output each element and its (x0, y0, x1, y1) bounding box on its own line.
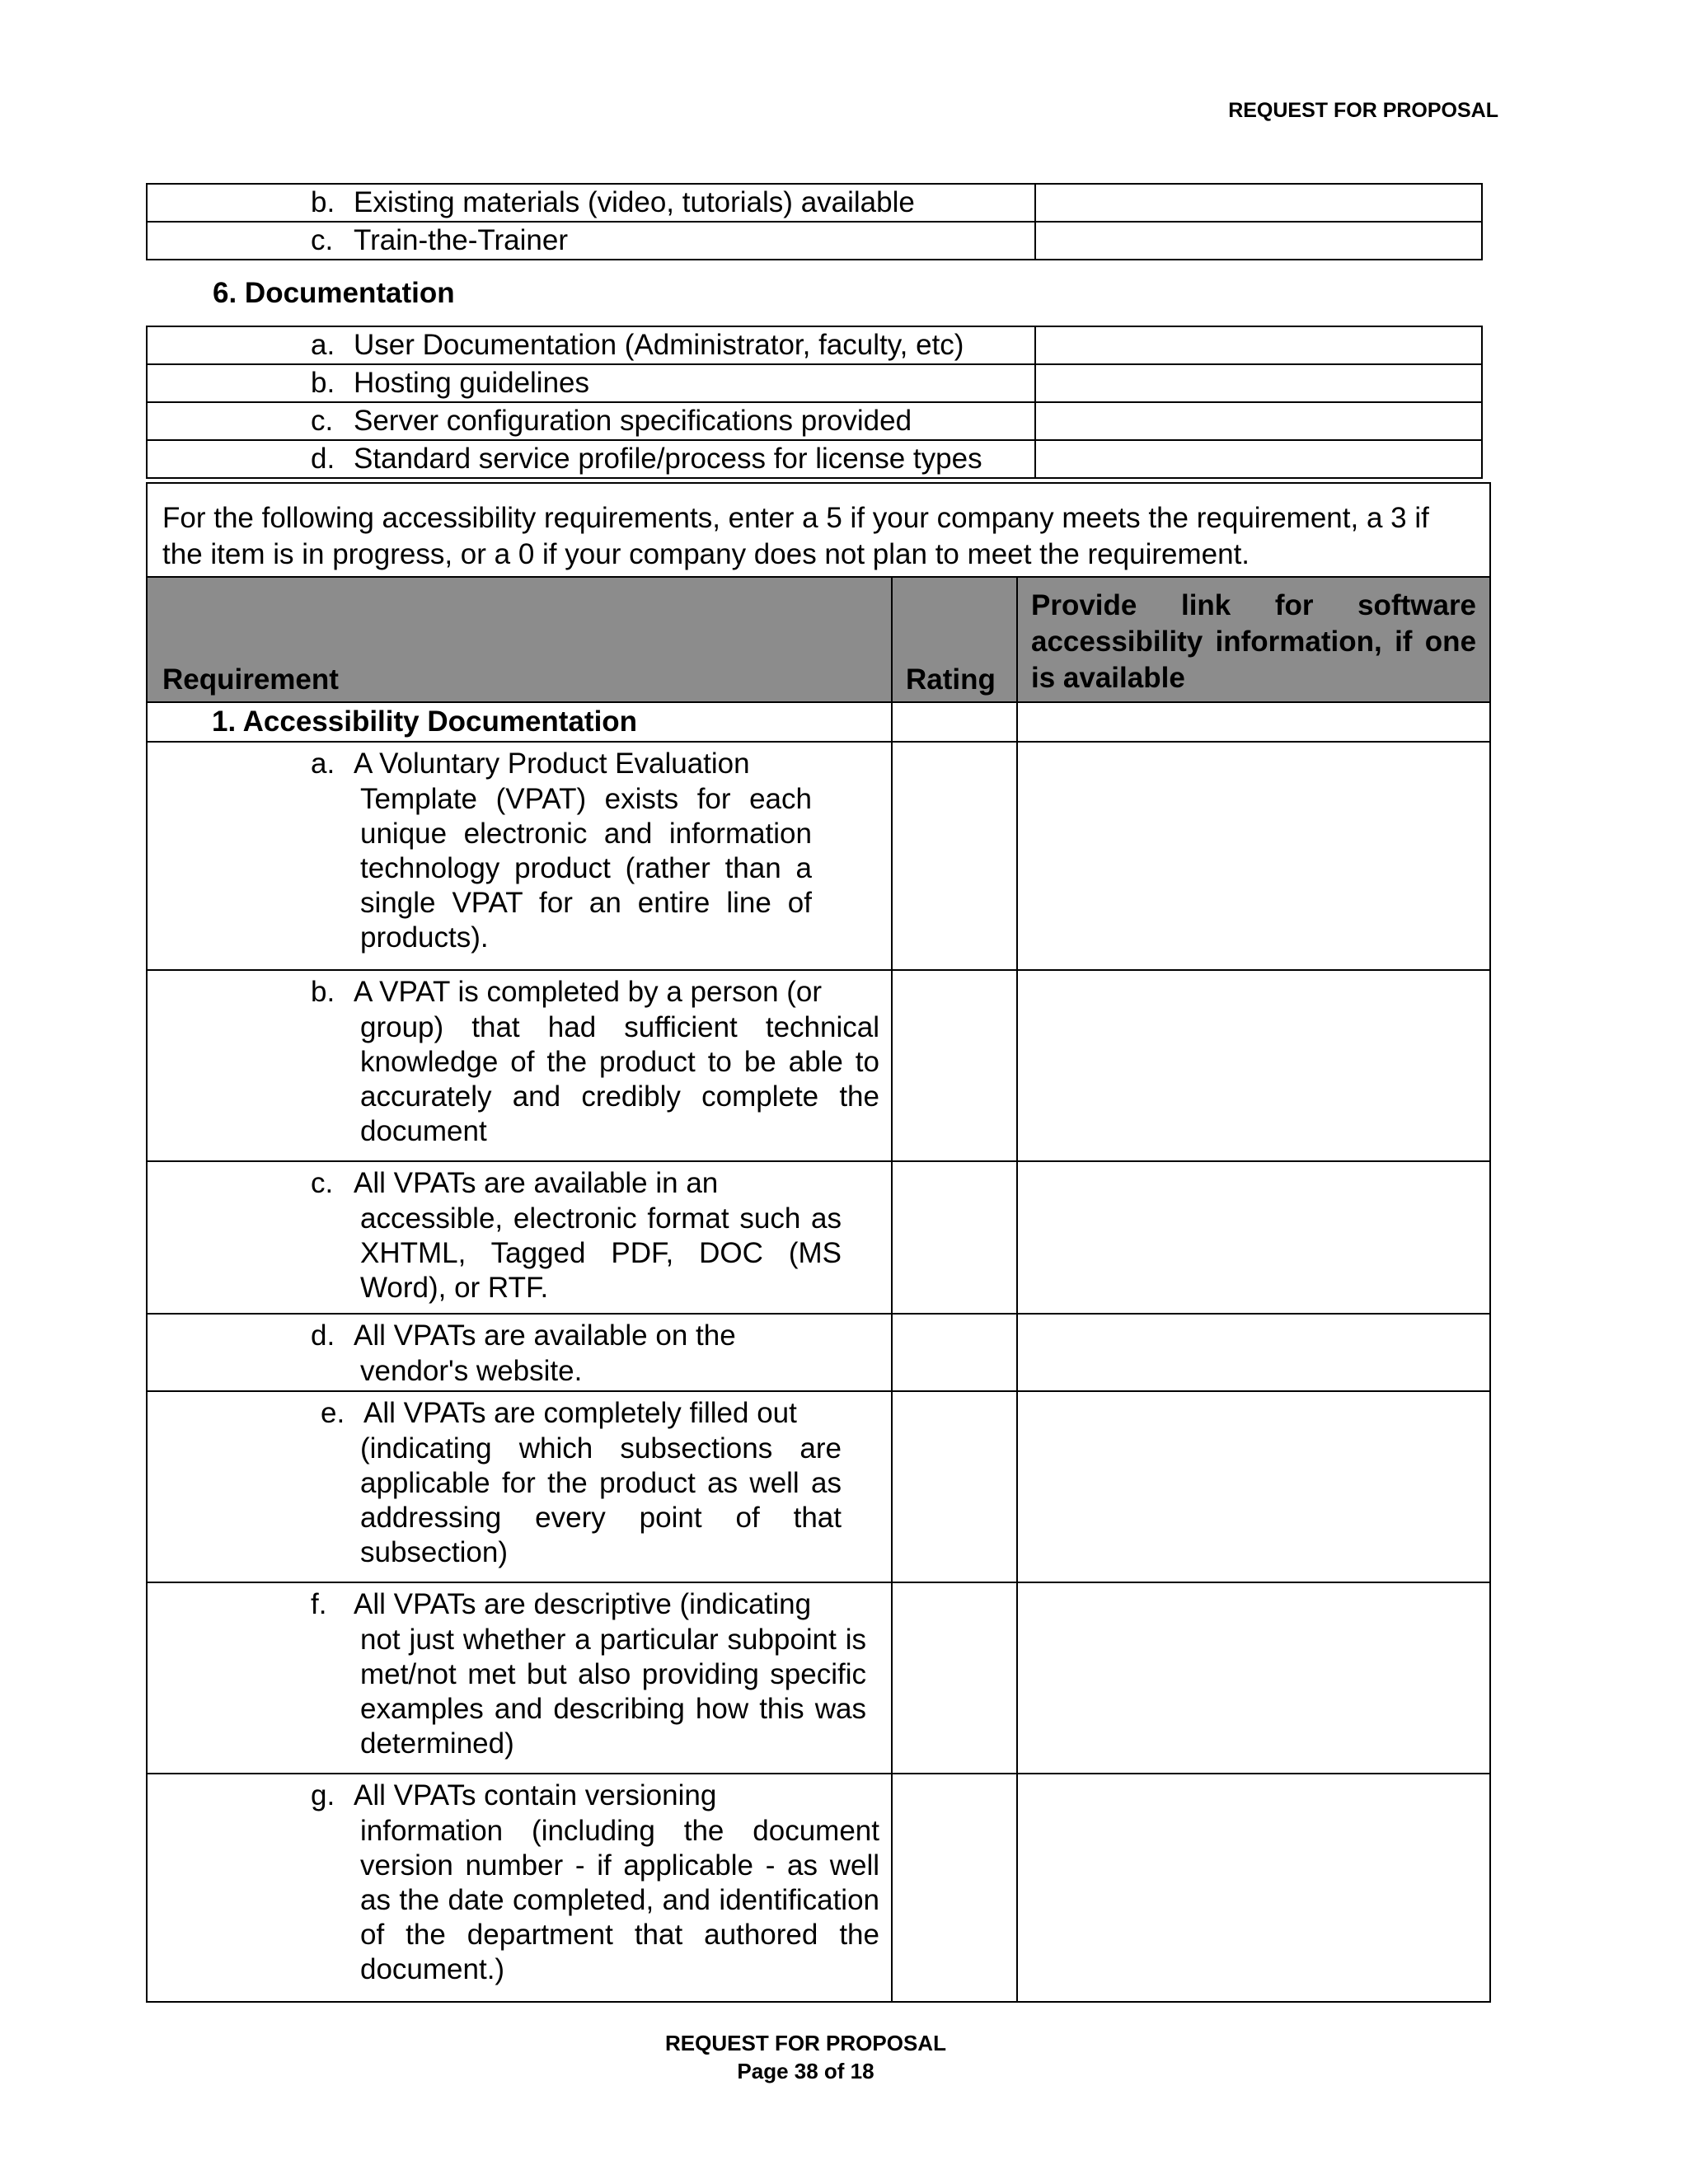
rating-cell[interactable] (892, 1582, 1017, 1774)
item-letter: c. (311, 405, 334, 437)
requirement-cell (147, 184, 1035, 222)
rating-cell[interactable] (892, 970, 1017, 1161)
documentation-table (146, 326, 1483, 479)
rating-cell[interactable] (892, 742, 1017, 970)
link-cell[interactable] (1017, 742, 1490, 970)
requirement-cell (147, 742, 892, 970)
item-text: Train-the-Trainer (354, 224, 568, 256)
item-letter: a. (311, 748, 335, 780)
link-cell[interactable] (1017, 1774, 1490, 2002)
table-row (147, 402, 1482, 440)
item-letter: c. (311, 224, 334, 256)
item-text: Server configuration specifications provided (354, 405, 912, 437)
page-number: Page 38 of 18 (737, 2059, 874, 2083)
training-table (146, 183, 1483, 260)
table-row (147, 222, 1482, 260)
item-text: Template (VPAT) exists for each unique electronic and information technology product (rather than a single VPAT for an entire line of products). (360, 783, 812, 954)
link-cell[interactable] (1017, 1314, 1490, 1391)
rating-cell[interactable] (892, 1391, 1017, 1582)
item-first-line: All VPATs are completely filled out (363, 1397, 797, 1429)
item-first-line: All VPATs contain versioning (354, 1779, 717, 1811)
item-letter: e. (321, 1397, 345, 1429)
requirement-cell (147, 1774, 892, 2002)
response-cell[interactable] (1035, 364, 1482, 402)
item-letter: d. (311, 1319, 335, 1352)
table-row (147, 1161, 1490, 1314)
item-text: not just whether a particular subpoint is met/not met but also providing specific examples and describing how this was determined) (360, 1624, 866, 1760)
instructions-text: For the following accessibility requirements, enter a 5 if your company meets the requirement, a 3 if the item is in progress, or a 0 if your company does not plan to meet the requirement. (147, 483, 1490, 577)
link-cell[interactable] (1017, 970, 1490, 1161)
table-row (147, 742, 1490, 970)
item-text: group) that had sufficient technical knowledge of the product to be able to accurately and credibly complete the document (360, 1011, 879, 1147)
item-first-line: All VPATs are available on the (354, 1319, 736, 1352)
link-cell[interactable] (1017, 1391, 1490, 1582)
requirement-cell (147, 970, 892, 1161)
response-cell[interactable] (1035, 440, 1482, 478)
item-letter: b. (311, 186, 335, 218)
item-letter: d. (311, 443, 335, 475)
item-text: (indicating which subsections are applicable for the product as well as addressing every point of that subsection) (360, 1432, 842, 1568)
requirement-cell (147, 1582, 892, 1774)
rating-cell[interactable] (892, 702, 1017, 742)
section-row (147, 702, 1490, 742)
item-text: information (including the document version number - if applicable - as well as the date completed, and identification of the department that authored the document.) (360, 1815, 879, 1985)
rating-cell[interactable] (892, 1774, 1017, 2002)
requirement-cell (147, 440, 1035, 478)
requirement-cell (147, 1314, 892, 1391)
table-row (147, 184, 1482, 222)
table-row (147, 1582, 1490, 1774)
rating-cell[interactable] (892, 1314, 1017, 1391)
item-first-line: A VPAT is completed by a person (or (354, 976, 823, 1008)
response-cell[interactable] (1035, 222, 1482, 260)
requirement-cell (147, 364, 1035, 402)
column-header-link: Provide link for software accessibility information, if one is available (1017, 577, 1490, 702)
rating-cell[interactable] (892, 1161, 1017, 1314)
item-text: User Documentation (Administrator, faculty, etc) (354, 329, 964, 361)
table-row (147, 364, 1482, 402)
item-first-line: A Voluntary Product Evaluation (354, 748, 750, 780)
requirement-cell (147, 1391, 892, 1582)
column-header-requirement: Requirement (147, 577, 892, 702)
section-heading-documentation: 6. Documentation (213, 277, 455, 309)
section-title: 1. Accessibility Documentation (147, 702, 892, 742)
table-row (147, 440, 1482, 478)
item-text: vendor's website. (360, 1355, 583, 1387)
requirement-cell (147, 402, 1035, 440)
item-letter: c. (311, 1167, 334, 1199)
page-footer (0, 2029, 1611, 2085)
item-text: Existing materials (video, tutorials) available (354, 186, 915, 218)
footer-title: REQUEST FOR PROPOSAL (665, 2031, 946, 2055)
table-row (147, 326, 1482, 364)
item-letter: f. (311, 1588, 327, 1620)
item-first-line: All VPATs are descriptive (indicating (354, 1588, 812, 1620)
table-row (147, 970, 1490, 1161)
column-header-rating: Rating (892, 577, 1017, 702)
item-letter: b. (311, 976, 335, 1008)
requirement-cell (147, 222, 1035, 260)
item-letter: a. (311, 329, 335, 361)
instructions-row (147, 483, 1490, 577)
table-row (147, 1391, 1490, 1582)
response-cell[interactable] (1035, 402, 1482, 440)
response-cell[interactable] (1035, 326, 1482, 364)
link-cell[interactable] (1017, 702, 1490, 742)
item-text: Standard service profile/process for license types (354, 443, 982, 475)
item-first-line: All VPATs are available in an (354, 1167, 719, 1199)
running-header: REQUEST FOR PROPOSAL (1228, 99, 1498, 122)
accessibility-table (146, 482, 1491, 2003)
item-letter: b. (311, 367, 335, 399)
table-header-row (147, 577, 1490, 702)
requirement-cell (147, 1161, 892, 1314)
table-row (147, 1774, 1490, 2002)
requirement-cell (147, 326, 1035, 364)
link-cell[interactable] (1017, 1582, 1490, 1774)
item-text: Hosting guidelines (354, 367, 590, 399)
item-letter: g. (311, 1779, 335, 1811)
item-text: accessible, electronic format such as XHTML, Tagged PDF, DOC (MS Word), or RTF. (360, 1202, 842, 1304)
table-row (147, 1314, 1490, 1391)
response-cell[interactable] (1035, 184, 1482, 222)
link-cell[interactable] (1017, 1161, 1490, 1314)
